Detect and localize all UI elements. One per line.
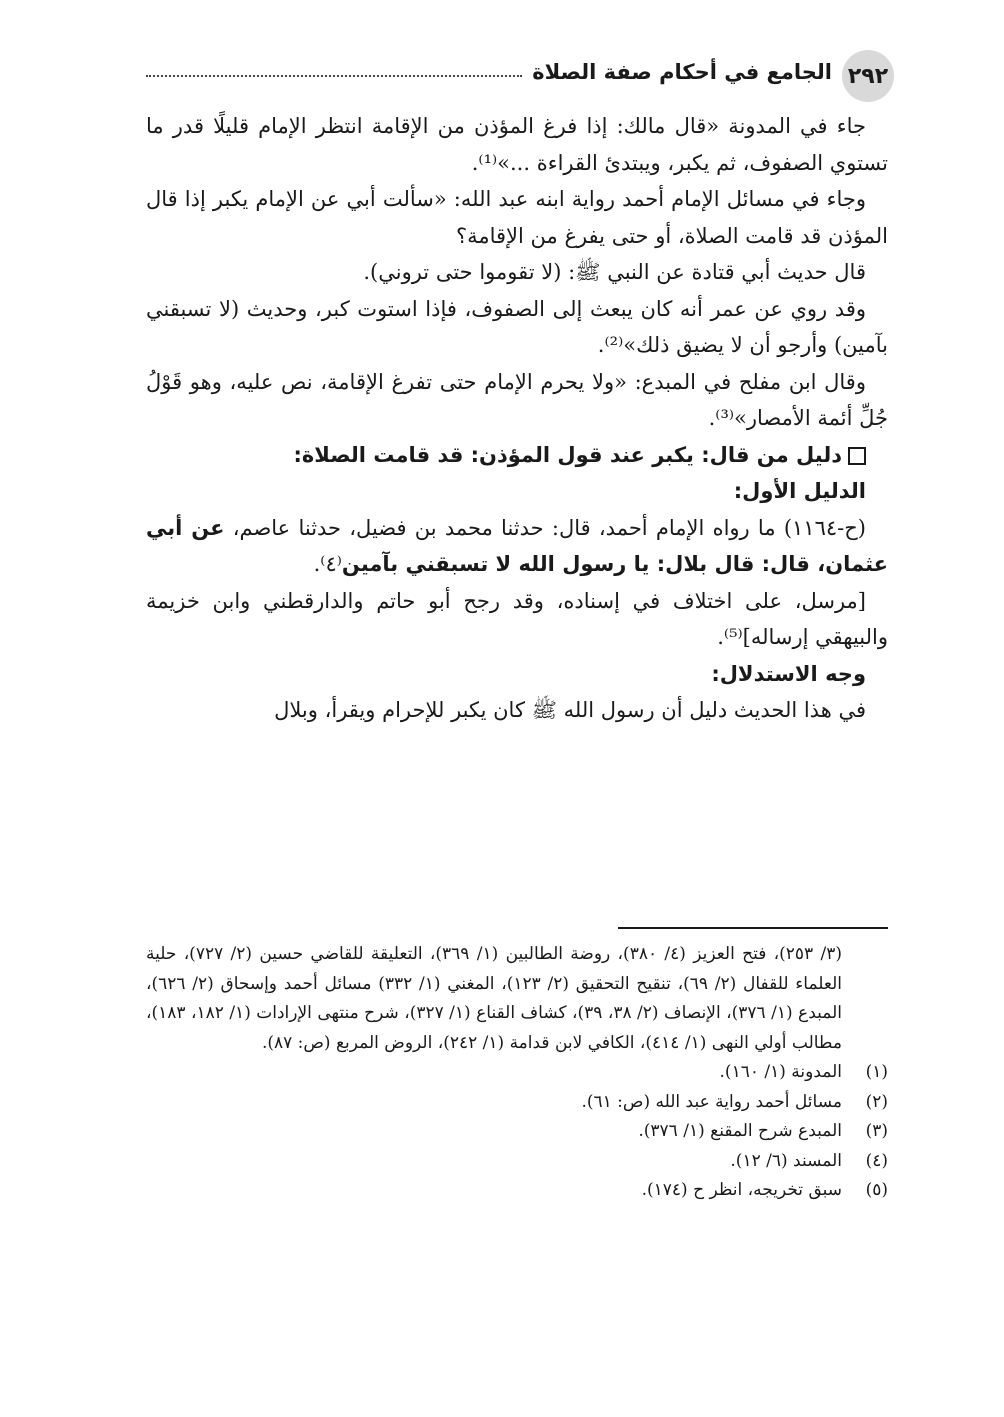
footnote-number: (٥)	[865, 1180, 888, 1200]
footnote-text: المبدع شرح المقنع (١/ ٣٧٦).	[638, 1121, 842, 1141]
footnote-continued: (٣/ ٢٥٣)، فتح العزيز (٤/ ٣٨٠)، روضة الطالبين (١/ ٣٦٩)، التعليقة للقاضي حسين (٢/ ٧٢٧)، حلية العلماء للقفال (٢/ ٦٩)، تنقيح التحقيق (٢/ ١٢٣)، المغني (١/ ٣٣٢) مسائل أحمد وإسحاق (٢/ ٦٢٦)، المبدع (١/ ٣٧٦)، الإنصاف (٢/ ٣٨، ٣٩)، كشاف القناع (١/ ٣٢٧)، شرح منتهى الإرادات (١/ ١٨٢، ١٨٣)، مطالب أولي النهى (١/ ٤١٤)، الكافي لابن قدامة (١/ ٢٤٢)، الروض المربع (ص: ٨٧).	[146, 944, 843, 1053]
footnote-separator	[618, 927, 888, 929]
paragraph: في هذا الحديث دليل أن رسول الله ﷺ كان يكبر للإحرام ويقرأ، وبلال	[274, 698, 866, 722]
footnote-text: المدونة (١/ ١٦٠).	[719, 1062, 842, 1082]
footnote-ref: ⁽٤⁾.	[313, 552, 342, 576]
main-text	[146, 108, 888, 729]
footnote-number: (٢)	[865, 1091, 888, 1112]
footnote-item	[146, 1088, 888, 1118]
footnote-item	[146, 1176, 888, 1206]
dotted-leader	[146, 75, 522, 77]
paragraph: جاء في المدونة «قال مالك: إذا فرغ المؤذن من الإقامة انتظر الإمام قليلًا قدر ما تستوي الصفوف، ثم يكبر، ويبتدئ القراءة ...»⁽¹⁾.	[146, 114, 888, 175]
hadith-text: عن أبي عثمان، قال: قال بلال: يا رسول الله لا تسبقني بآمين	[146, 515, 888, 576]
hadith-paragraph	[146, 510, 888, 583]
footnote-text: المسند (٦/ ١٢).	[730, 1150, 842, 1171]
footnote-item	[146, 1117, 888, 1147]
paragraph: وقد روي عن عمر أنه كان يبعث إلى الصفوف، فإذا استوت كبر، وحديث (لا تسبقني بآمين) وأرجو أن لا يضيق ذلك»⁽²⁾.	[146, 296, 888, 357]
paragraph: [مرسل، على اختلاف في إسناده، وقد رجح أبو حاتم والدارقطني وابن خزيمة والبيهقي إرساله]⁽⁵⁾.	[146, 588, 888, 649]
footnote-number: (١)	[865, 1062, 888, 1082]
footnote-item	[146, 1058, 888, 1088]
paragraph: قال حديث أبي قتادة عن النبي ﷺ: (لا تقوموا حتى تروني).	[363, 260, 866, 284]
hadith-chain: (ح-١١٦٤) ما رواه الإمام أحمد، قال: حدثنا محمد بن فضيل، حدثنا عاصم،	[232, 515, 866, 540]
running-title-row	[146, 60, 832, 84]
footnotes	[146, 940, 888, 1206]
page-number-badge: ٢٩٢	[842, 50, 894, 102]
footnote-number: (٣)	[865, 1121, 888, 1141]
subheading: الدليل الأول:	[733, 479, 866, 503]
checkbox-icon	[848, 447, 866, 465]
running-title: الجامع في أحكام صفة الصلاة	[532, 60, 832, 84]
footnote-text: مسائل أحمد رواية عبد الله (ص: ٦١).	[581, 1091, 842, 1112]
page-header	[146, 42, 894, 102]
paragraph: وقال ابن مفلح في المبدع: «ولا يحرم الإمام حتى تفرغ الإقامة، نص عليه، وهو قَوْلُ جُلِّ أئمة الأمصار»⁽³⁾.	[146, 369, 888, 430]
footnote-number: (٤)	[865, 1150, 888, 1171]
section-heading	[146, 437, 888, 474]
section-heading-text: دليل من قال: يكبر عند قول المؤذن: قد قامت الصلاة:	[293, 442, 842, 467]
paragraph: وجاء في مسائل الإمام أحمد رواية ابنه عبد الله: «سألت أبي عن الإمام يكبر إذا قال المؤذن قد قامت الصلاة، أو حتى يفرغ من الإقامة؟	[146, 187, 888, 248]
footnote-text: سبق تخريجه، انظر ح (١٧٤).	[641, 1180, 842, 1200]
subheading: وجه الاستدلال:	[711, 661, 866, 686]
footnote-item	[146, 1147, 888, 1177]
